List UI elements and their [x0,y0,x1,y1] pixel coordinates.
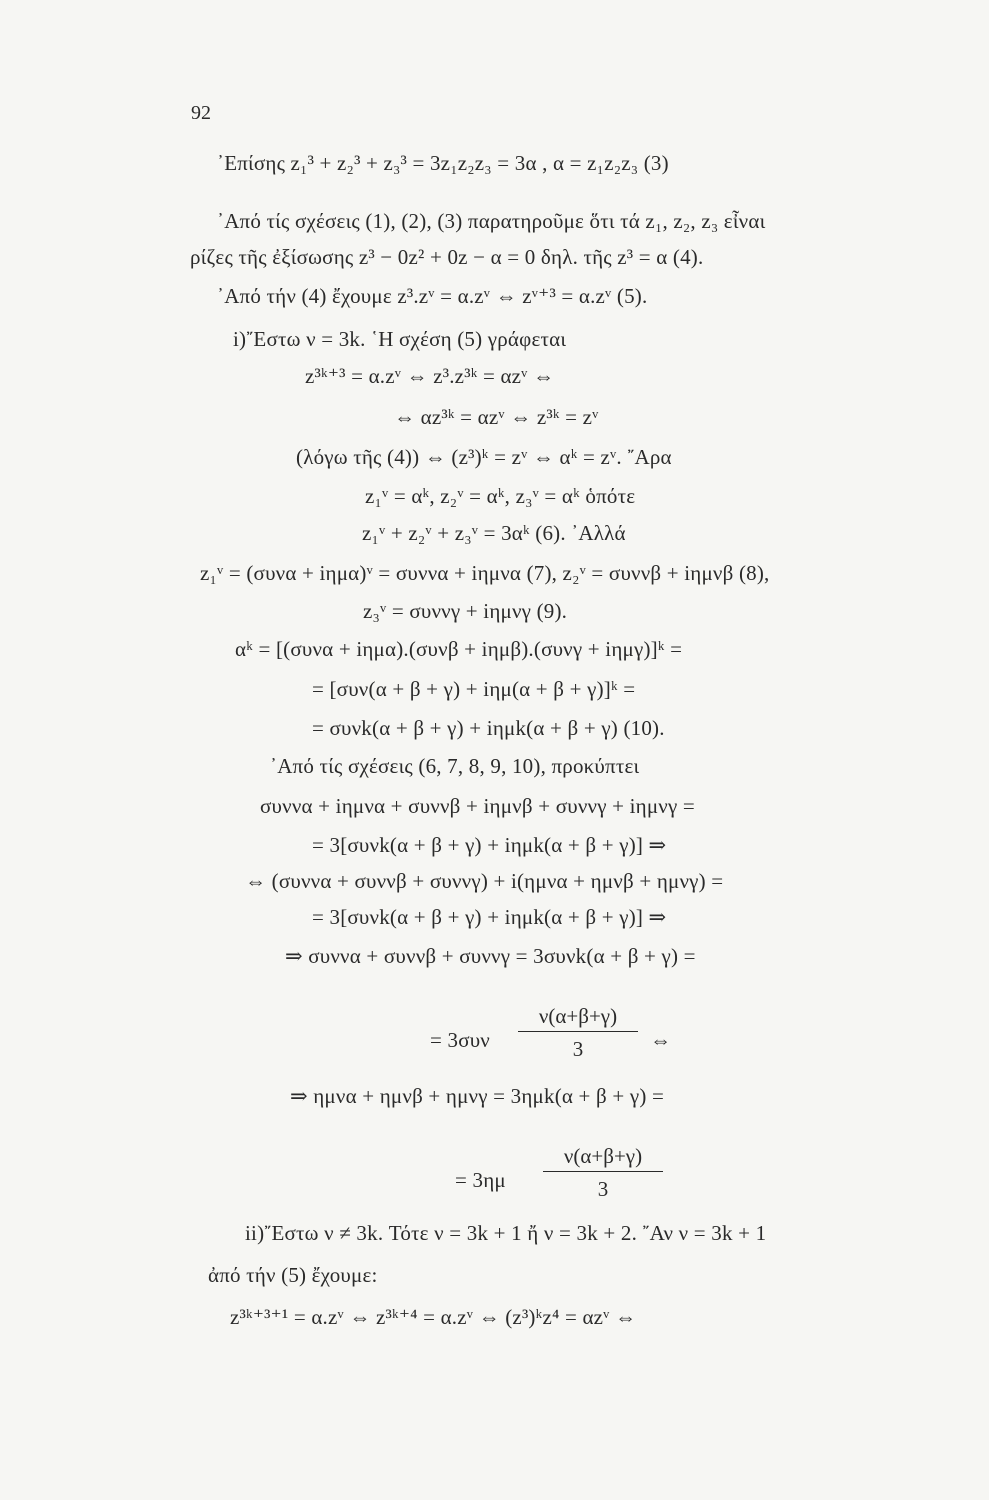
text-line: ρίζες τῆς ἐξίσωσης z³ − 0z² + 0z − α = 0 δηλ. τῆς z³ = α (4). [190,245,704,269]
equation-line: αᵏ = [(συνα + iημα).(συνβ + iημβ).(συνγ + iημγ)]ᵏ = [235,637,683,661]
text-line: ᾿Από τίς σχέσεις (6, 7, 8, 9, 10), προκύπτει [270,754,640,778]
text-line: ᾿Από τήν (4) ἔχουμε z³.zᵛ = α.zᵛ ⇔ zᵛ⁺³ = α.zᵛ (5). [217,284,648,308]
fraction-bar [543,1171,663,1172]
fraction [543,1143,663,1202]
equation-arrow: ⇔ [650,1028,672,1052]
equation-line: (λόγω τῆς (4)) ⇔ (z³)ᵏ = zᵛ ⇔ αᵏ = zᵛ. ῎Αρα [296,445,672,469]
equation-line: ⇒ ημνα + ημνβ + ημνγ = 3ημk(α + β + γ) = [290,1084,665,1108]
equation-line: z₃ᵛ = συννγ + iημνγ (9). [363,599,568,623]
equation-line: ⇔ αz³ᵏ = αzᵛ ⇔ z³ᵏ = zᵛ [394,405,599,429]
equation-line: z³ᵏ⁺³ = α.zᵛ ⇔ z³.z³ᵏ = αzᵛ ⇔ [305,364,555,388]
equation-line: z₁ᵛ + z₂ᵛ + z₃ᵛ = 3αᵏ (6). ᾿Αλλά [362,521,626,545]
equation-line: ⇔ (συννα + συννβ + συννγ) + i(ημνα + ημνβ + ημνγ) = [245,869,724,893]
equation-line: = 3συν [430,1028,491,1052]
equation-line: z₁ᵛ = (συνα + iημα)ᵛ = συννα + iημνα (7), z₂ᵛ = συννβ + iημνβ (8), [200,561,770,585]
equation-line: z₁ᵛ = αᵏ, z₂ᵛ = αᵏ, z₃ᵛ = αᵏ ὁπότε [365,484,636,508]
text-line: ii)῎Εστω ν ≠ 3k. Τότε ν = 3k + 1 ἤ ν = 3k + 2. ῎Αν ν = 3k + 1 [245,1221,767,1245]
equation-line: = συνk(α + β + γ) + iημk(α + β + γ) (10). [312,716,665,740]
fraction-denominator: 3 [572,1037,584,1061]
equation-line: συννα + iημνα + συννβ + iημνβ + συννγ + iημνγ = [260,794,695,818]
text-line: ᾿Από τίς σχέσεις (1), (2), (3) παρατηροῦμε ὅτι τά z₁, z₂, z₃ εἶναι [217,209,766,233]
text-line: i)῎Εστω ν = 3k. ῾Η σχέση (5) γράφεται [233,327,567,351]
page-number: 92 [191,102,211,124]
fraction-numerator: ν(α+β+γ) [538,1004,618,1028]
equation-line: = 3ημ [455,1168,506,1192]
equation-line: = 3[συνk(α + β + γ) + iημk(α + β + γ)] ⇒ [312,833,667,857]
fraction-numerator: ν(α+β+γ) [563,1144,643,1168]
equation-line: ⇒ συννα + συννβ + συννγ = 3συνk(α + β + γ) = [285,944,696,968]
fraction-denominator: 3 [597,1177,609,1201]
equation-line: = [συν(α + β + γ) + iημ(α + β + γ)]ᵏ = [312,677,636,701]
text-line: ἀπό τήν (5) ἔχουμε: [208,1263,378,1287]
fraction-bar [518,1031,638,1032]
text-line: ᾿Επίσης z₁³ + z₂³ + z₃³ = 3z₁z₂z₃ = 3α , α = z₁z₂z₃ (3) [217,151,669,175]
fraction [518,1003,638,1062]
equation-line: = 3[συνk(α + β + γ) + iημk(α + β + γ)] ⇒ [312,905,667,929]
equation-line: z³ᵏ⁺³⁺¹ = α.zᵛ ⇔ z³ᵏ⁺⁴ = α.zᵛ ⇔ (z³)ᵏz⁴ = αzᵛ ⇔ [230,1305,637,1329]
